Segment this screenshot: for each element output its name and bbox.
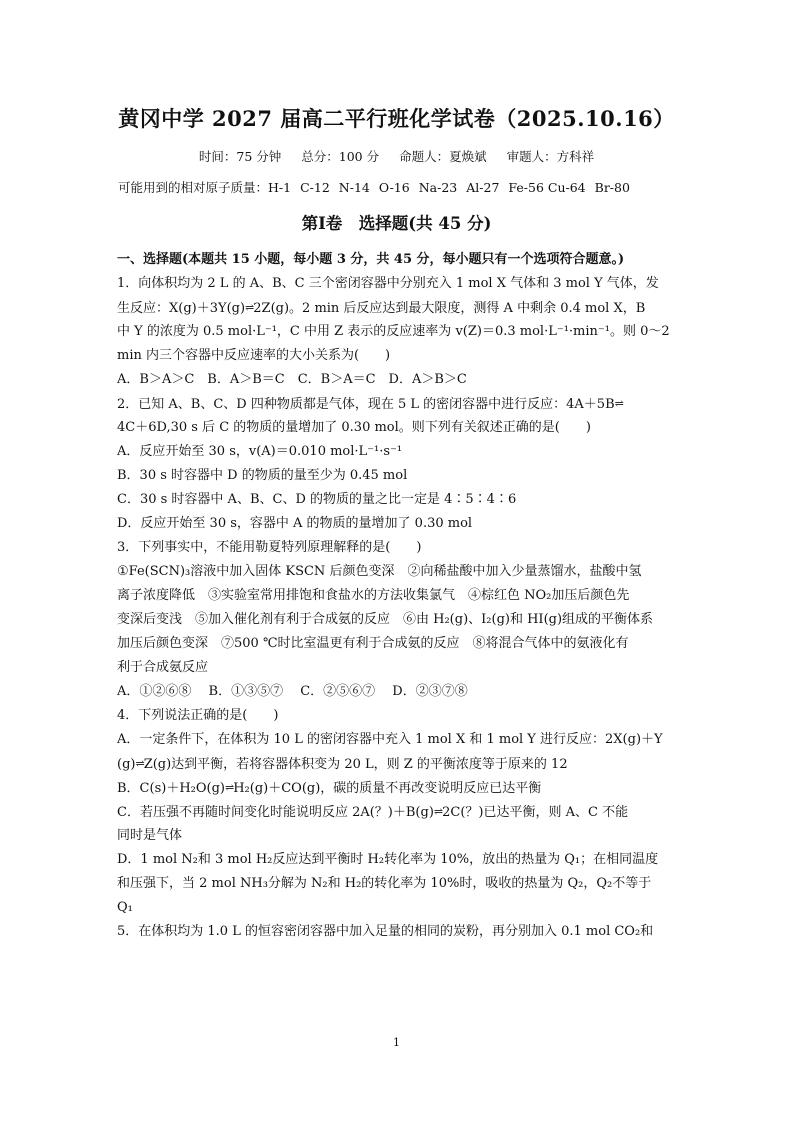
q1-text: 生反应：X(g)＋3Y(g)	[117, 301, 246, 316]
q2-option-c: C．30 s 时容器中 A、B、C、D 的物质的量之比一定是 4∶5∶4∶6	[117, 492, 517, 507]
q4-option-d: D．1 mol N₂和 3 mol H₂反应达到平衡时 H₂转化率为 10%，放出的热量为 Q₁；在相同温度	[117, 852, 659, 867]
q4-text: H₂(g)＋CO(g)，碳的质量不再改变说明反应已达平衡	[233, 781, 542, 796]
q2-text: 2．已知 A、B、C、D 四种物质都是气体，现在 5 L 的密闭容器中进行反应：4A＋5B	[117, 397, 615, 412]
q4-text: C．若压强不再随时间变化时能说明反应 2A(？)＋B(g)	[117, 805, 434, 820]
q3-line: 变深后变浅 ⑤加入催化剂有利于合成氨的反应 ⑥由 H₂(g)、I₂(g)和 HI(g)组成的平衡体系	[117, 612, 654, 627]
exam-setter: 命题人：夏焕斌	[399, 149, 487, 164]
q2-option-b: B．30 s 时容器中 D 的物质的量至少为 0.45 mol	[117, 468, 408, 483]
q4-option-d: Q₁	[117, 900, 133, 915]
exam-reviewer: 审题人：方科祥	[506, 149, 595, 164]
exam-score: 总分：100 分	[301, 149, 380, 164]
exam-title: 黄冈中学 2027 届高二平行班化学试卷（2025.10.16）	[118, 106, 675, 131]
exam-time: 时间：75 分钟	[198, 149, 282, 164]
q4-option-d: 和压强下，当 2 mol NH₃分解为 N₂和 H₂的转化率为 10%时，吸收的热量为 Q₂，Q₂不等于	[117, 876, 652, 891]
q3-line: 离子浓度降低 ③实验室常用排饱和食盐水的方法收集氯气 ④棕红色 NO₂加压后颜色先	[117, 588, 630, 603]
q1-line: min 内三个容器中反应速率的大小关系为( )	[117, 348, 391, 363]
q4-option-b	[117, 776, 677, 800]
atomic-mass-item: Na-23	[418, 180, 458, 195]
atomic-masses	[118, 178, 678, 196]
q4-text: Z(g)达到平衡，若将容器体积变为 20 L，则 Z 的平衡浓度等于原来的 12	[143, 757, 568, 772]
equilibrium-arrow-icon: ⇌	[614, 397, 623, 410]
q2-line	[117, 392, 677, 416]
q4-option-a	[117, 752, 677, 776]
q3-line: 加压后颜色变深 ⑦500 ℃时比室温更有利于合成氨的反应 ⑧将混合气体中的氨液化有	[117, 636, 629, 651]
instructions: 一、选择题(本题共 15 小题，每小题 3 分，共 45 分，每小题只有一个选项符合题意。)	[117, 252, 625, 267]
q1-options: A．B＞A＞C B．A＞B＝C C．B＞A＝C D．A＞B＞C	[117, 372, 467, 387]
q2-option-a: A．反应开始至 30 s，v(A)＝0.010 mol·L⁻¹·s⁻¹	[117, 444, 403, 459]
equilibrium-arrow-icon: ⇌	[135, 757, 144, 770]
q5-line: 5．在体积均为 1.0 L 的恒容密闭容器中加入足量的相同的炭粉，再分别加入 0.1 mol CO₂和	[117, 924, 654, 939]
q2-option-d: D．反应开始至 30 s，容器中 A 的物质的量增加了 0.30 mol	[117, 516, 473, 531]
q1-text: 2Z(g)。2 min 后反应达到最大限度，测得 A 中剩余 0.4 mol X，B	[253, 301, 646, 316]
exam-meta	[0, 147, 793, 165]
q1-line	[117, 296, 677, 320]
q4-option-a: A．一定条件下，在体积为 10 L 的密闭容器中充入 1 mol X 和 1 mol Y 进行反应：2X(g)＋Y	[117, 732, 663, 747]
q1-line: 1．向体积均为 2 L 的 A、B、C 三个密闭容器中分别充入 1 mol X 气体和 3 mol Y 气体，发	[117, 276, 659, 291]
q3-line: 利于合成氨反应	[117, 660, 209, 675]
atomic-mass-item: Br-80	[594, 180, 630, 195]
q4-text: (g)	[117, 757, 136, 772]
page-number: 1	[393, 1036, 400, 1049]
equilibrium-arrow-icon: ⇌	[433, 805, 443, 818]
q1-line: 中 Y 的浓度为 0.5 mol·L⁻¹，C 中用 Z 表示的反应速率为 v(Z)＝0.3 mol·L⁻¹·min⁻¹。则 0～2	[117, 324, 670, 339]
equilibrium-arrow-icon: ⇌	[245, 301, 254, 314]
q4-option-c: 同时是气体	[117, 828, 183, 843]
section-title: 第Ⅰ卷 选择题(共 45 分)	[301, 214, 492, 233]
atomic-mass-item: Al-27	[466, 180, 500, 195]
q2-line: 4C＋6D,30 s 后 C 的物质的量增加了 0.30 mol。则下列有关叙述正确的是( )	[117, 420, 591, 435]
atomic-mass-item: C-12	[300, 180, 330, 195]
q3-options: A．①②⑥⑧ B．①③⑤⑦ C．②⑤⑥⑦ D．②③⑦⑧	[117, 684, 468, 699]
q3-line: ①Fe(SCN)₃溶液中加入固体 KSCN 后颜色变深 ②向稀盐酸中加入少量蒸馏水，盐酸中氢	[117, 564, 642, 579]
questions-body	[117, 248, 677, 944]
atomic-mass-item: Fe-56 Cu-64	[508, 180, 586, 195]
q4-line: 4．下列说法正确的是( )	[117, 708, 279, 723]
q4-option-c	[117, 800, 677, 824]
q3-line: 3．下列事实中，不能用勒夏特列原理解释的是( )	[117, 540, 422, 555]
atomic-mass-item: N-14	[338, 180, 370, 195]
atomic-mass-item: O-16	[378, 180, 410, 195]
q4-text: 2C(？)已达平衡，则 A、C 不能	[442, 805, 629, 820]
atomic-masses-label: 可能用到的相对原子质量：	[118, 180, 269, 195]
equilibrium-arrow-icon: ⇌	[225, 781, 234, 794]
atomic-mass-item: H-1	[268, 180, 292, 195]
q4-text: B．C(s)＋H₂O(g)	[117, 781, 225, 796]
